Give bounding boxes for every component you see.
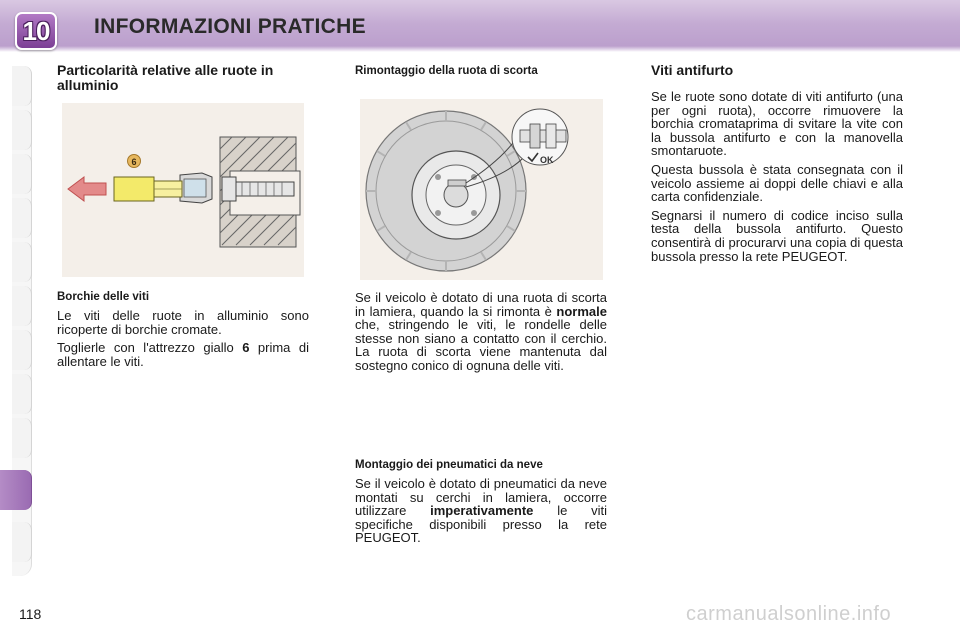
chapter-title: INFORMAZIONI PRATICHE (94, 15, 366, 38)
chapter-tab-10-active[interactable] (0, 470, 32, 510)
anti-theft-paragraph-3: Segnarsi il numero di codice inciso sulla testa della bussola antifurto. Questo consentirà di procurarvi una copia di questa bussola presso la rete PEUGEOT. (651, 207, 903, 264)
wheel-bolt-graphic (448, 180, 466, 186)
aluminium-wheels-title: Particolarità relative alle ruote in alluminio (57, 62, 274, 93)
tool-6-label: 6 (131, 157, 137, 167)
bolt-cover-removal-drawing (62, 103, 304, 277)
page-number: 118 (19, 606, 42, 622)
chapter-tab-1[interactable] (12, 66, 32, 106)
spare-wheel-refit-heading: Rimontaggio della ruota di scorta (355, 65, 538, 77)
spare-wheel-refit-section (355, 65, 607, 83)
spare-wheel-illustration (360, 99, 603, 280)
tool-number-emphasis: 6 (242, 340, 250, 356)
snow-tyres-paragraph (355, 477, 607, 545)
snow-tyres-section (355, 459, 607, 550)
chapter-tab-6[interactable] (12, 286, 32, 326)
paragraph-text: prima di allentare le viti. (57, 340, 309, 369)
paragraph-text: le viti specifiche disponibili presso la rete PEUGEOT. (355, 503, 607, 546)
watermark: carmanualsonline.info (686, 603, 892, 625)
snow-tyres-heading: Montaggio dei pneumatici da neve (355, 459, 543, 471)
chrome-cover-graphic (180, 173, 212, 203)
normal-emphasis: normale (556, 303, 607, 319)
chapter-tab-9[interactable] (12, 418, 32, 458)
left-column (57, 63, 309, 93)
anti-theft-paragraph-2: Questa bussola è stata consegnata con il veicolo assieme ai doppi delle chiavi e alla carta confidenziale. (651, 161, 903, 205)
yellow-tool-graphic (114, 177, 182, 201)
paragraph-text: Se il veicolo è dotato di una ruota di scorta in lamiera, quando la si rimonta è (355, 290, 607, 319)
imperatively-emphasis: imperativamente (430, 503, 534, 519)
bolt-covers-paragraph-2 (57, 341, 309, 368)
anti-theft-bolts-title: Viti antifurto (651, 62, 734, 78)
bolt-covers-section (57, 291, 309, 373)
chapter-number-badge (15, 12, 57, 50)
paragraph-text: che, stringendo le viti, le rondelle delle stesse non siano a contatto con il cerchio. La ruota di scorta viene mantenuta dal sostegno conico di ognuna delle viti. (355, 317, 607, 373)
spare-wheel-drawing (360, 99, 603, 280)
ok-label: OK (540, 155, 554, 165)
chapter-tab-11[interactable] (12, 522, 32, 562)
chapter-tab-2[interactable] (12, 110, 32, 150)
spare-wheel-refit-paragraph (355, 291, 607, 373)
wheel-bolt-cover-illustration (62, 103, 304, 277)
bolt-covers-paragraph-1: Le viti delle ruote in alluminio sono ricoperte di borchie cromate. (57, 308, 309, 337)
anti-theft-paragraph-1: Se le ruote sono dotate di viti antifurto (una per ogni ruota), occorre rimuovere la borchia cromataprima di svitare la vite con la bussola antifurto e con la manovella smontaruote. (651, 89, 903, 159)
chapter-number: 10 (22, 15, 50, 46)
anti-theft-bolts-section (651, 63, 903, 268)
paragraph-text: Se il veicolo è dotato di pneumatici da neve montati su cerchi in lamiera, occorre utilizzare (355, 476, 607, 519)
chapter-tab-8[interactable] (12, 374, 32, 414)
steel-rim-graphic (412, 151, 500, 239)
chapter-tabs (0, 66, 34, 576)
chapter-tab-4[interactable] (12, 198, 32, 238)
spare-wheel-refit-text (355, 291, 607, 378)
paragraph-text: Toglierle con l'attrezzo giallo (57, 340, 243, 356)
chapter-tab-3[interactable] (12, 154, 32, 194)
chapter-tab-5[interactable] (12, 242, 32, 282)
bolt-covers-heading: Borchie delle viti (57, 291, 150, 303)
chapter-tab-7[interactable] (12, 330, 32, 370)
